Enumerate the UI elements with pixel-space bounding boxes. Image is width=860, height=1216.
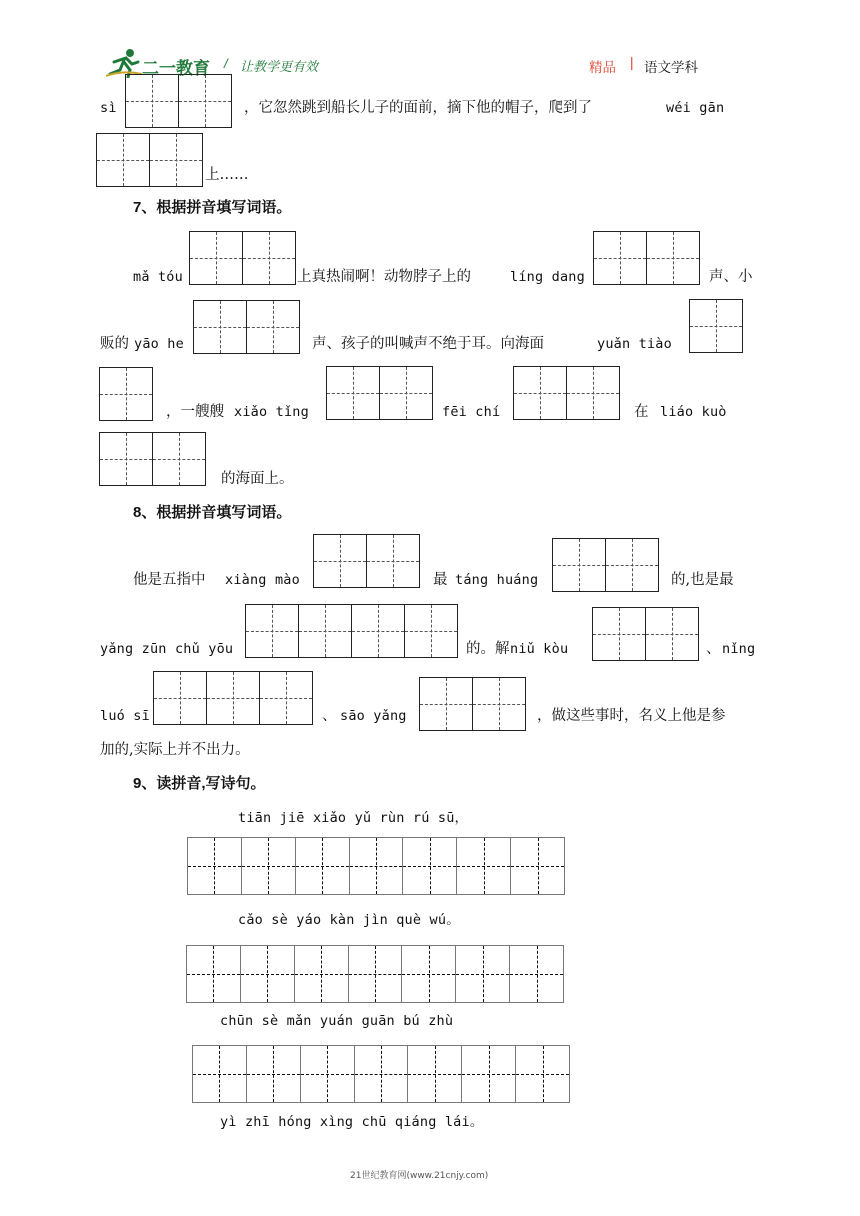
pinyin: sāo yǎng <box>340 708 407 724</box>
writing-grid[interactable] <box>689 299 743 353</box>
question-heading: 7、根据拼音填写词语。 <box>133 199 292 216</box>
writing-grid[interactable] <box>326 366 433 420</box>
sentence-text: 的。解 <box>466 641 510 657</box>
writing-grid[interactable] <box>99 432 206 486</box>
sentence-text: ，它忽然跳到船长儿子的面前，摘下他的帽子，爬到了 <box>244 100 592 116</box>
pinyin: liáo kuò <box>660 404 727 420</box>
pinyin: sì <box>100 100 117 116</box>
header-divider: | <box>630 55 634 70</box>
page-footer: 21世纪教育网(www.21cnjy.com) <box>350 1171 489 1181</box>
writing-grid[interactable] <box>99 367 153 421</box>
pinyin: luó sī <box>100 708 150 724</box>
pinyin: xiàng mào <box>225 572 300 588</box>
writing-grid[interactable] <box>189 231 296 285</box>
pinyin: nǐng <box>722 641 756 657</box>
sentence-text: 最 <box>433 572 448 588</box>
writing-grid[interactable] <box>96 133 203 187</box>
sentence-text: 的,也是最 <box>671 572 734 588</box>
sentence-text: 加的,实际上并不出力。 <box>100 742 250 758</box>
pinyin: niǔ kòu <box>510 641 569 657</box>
quality-badge: 精品 <box>589 60 616 75</box>
pinyin: wéi gān <box>666 100 725 116</box>
writing-grid[interactable] <box>513 366 620 420</box>
writing-grid[interactable] <box>593 231 700 285</box>
poem-writing-strip[interactable] <box>187 837 565 895</box>
sentence-text: 声、孩子的叫喊声不绝于耳。向海面 <box>312 336 544 352</box>
sentence-text: ，做这些事时，名义上他是参 <box>537 708 726 724</box>
sentence-text: 上…… <box>205 167 249 183</box>
question-heading: 8、根据拼音填写词语。 <box>133 504 292 521</box>
pinyin: yǎng zūn chǔ yōu <box>100 641 234 657</box>
writing-grid[interactable] <box>125 74 232 128</box>
writing-grid[interactable] <box>193 300 300 354</box>
pinyin: yuǎn tiào <box>597 336 672 352</box>
writing-grid[interactable] <box>245 604 458 658</box>
pinyin: yāo he <box>134 336 184 352</box>
poem-pinyin-line: chūn sè mǎn yuán guān bú zhù <box>220 1013 454 1029</box>
poem-writing-strip[interactable] <box>186 945 564 1003</box>
sentence-text: 贩的 <box>100 336 129 352</box>
writing-grid[interactable] <box>153 671 313 725</box>
pinyin: mǎ tóu <box>133 269 183 285</box>
pinyin: líng dang <box>510 269 585 285</box>
poem-pinyin-line: tiān jiē xiǎo yǔ rùn rú sū， <box>238 810 469 826</box>
sentence-text: 、 <box>706 641 721 657</box>
sentence-text: 声、小 <box>709 269 753 285</box>
sentence-text: 、 <box>322 708 337 724</box>
sentence-text: 上真热闹啊！动物脖子上的 <box>297 269 471 285</box>
slash-divider: / <box>224 56 228 71</box>
pinyin: xiǎo tǐng <box>234 404 309 420</box>
poem-pinyin-line: yì zhī hóng xìng chū qiáng lái。 <box>220 1114 484 1130</box>
sentence-text: 他是五指中 <box>133 572 206 588</box>
writing-grid[interactable] <box>552 538 659 592</box>
poem-pinyin-line: cǎo sè yáo kàn jìn què wú。 <box>238 912 460 928</box>
sentence-text: 在 <box>634 404 649 420</box>
writing-grid[interactable] <box>313 534 420 588</box>
writing-grid[interactable] <box>419 677 526 731</box>
pinyin: táng huáng <box>455 572 539 588</box>
slogan: 让教学更有效 <box>240 59 319 74</box>
pinyin: fēi chí <box>442 404 501 420</box>
question-heading: 9、读拼音,写诗句。 <box>133 775 266 792</box>
sentence-text: ，一艘艘 <box>166 404 224 420</box>
logo-text: 二一教育 <box>142 59 210 78</box>
writing-grid[interactable] <box>592 607 699 661</box>
sentence-text: 的海面上。 <box>221 471 294 487</box>
subject-label: 语文学科 <box>644 60 698 75</box>
poem-writing-strip[interactable] <box>192 1045 570 1103</box>
